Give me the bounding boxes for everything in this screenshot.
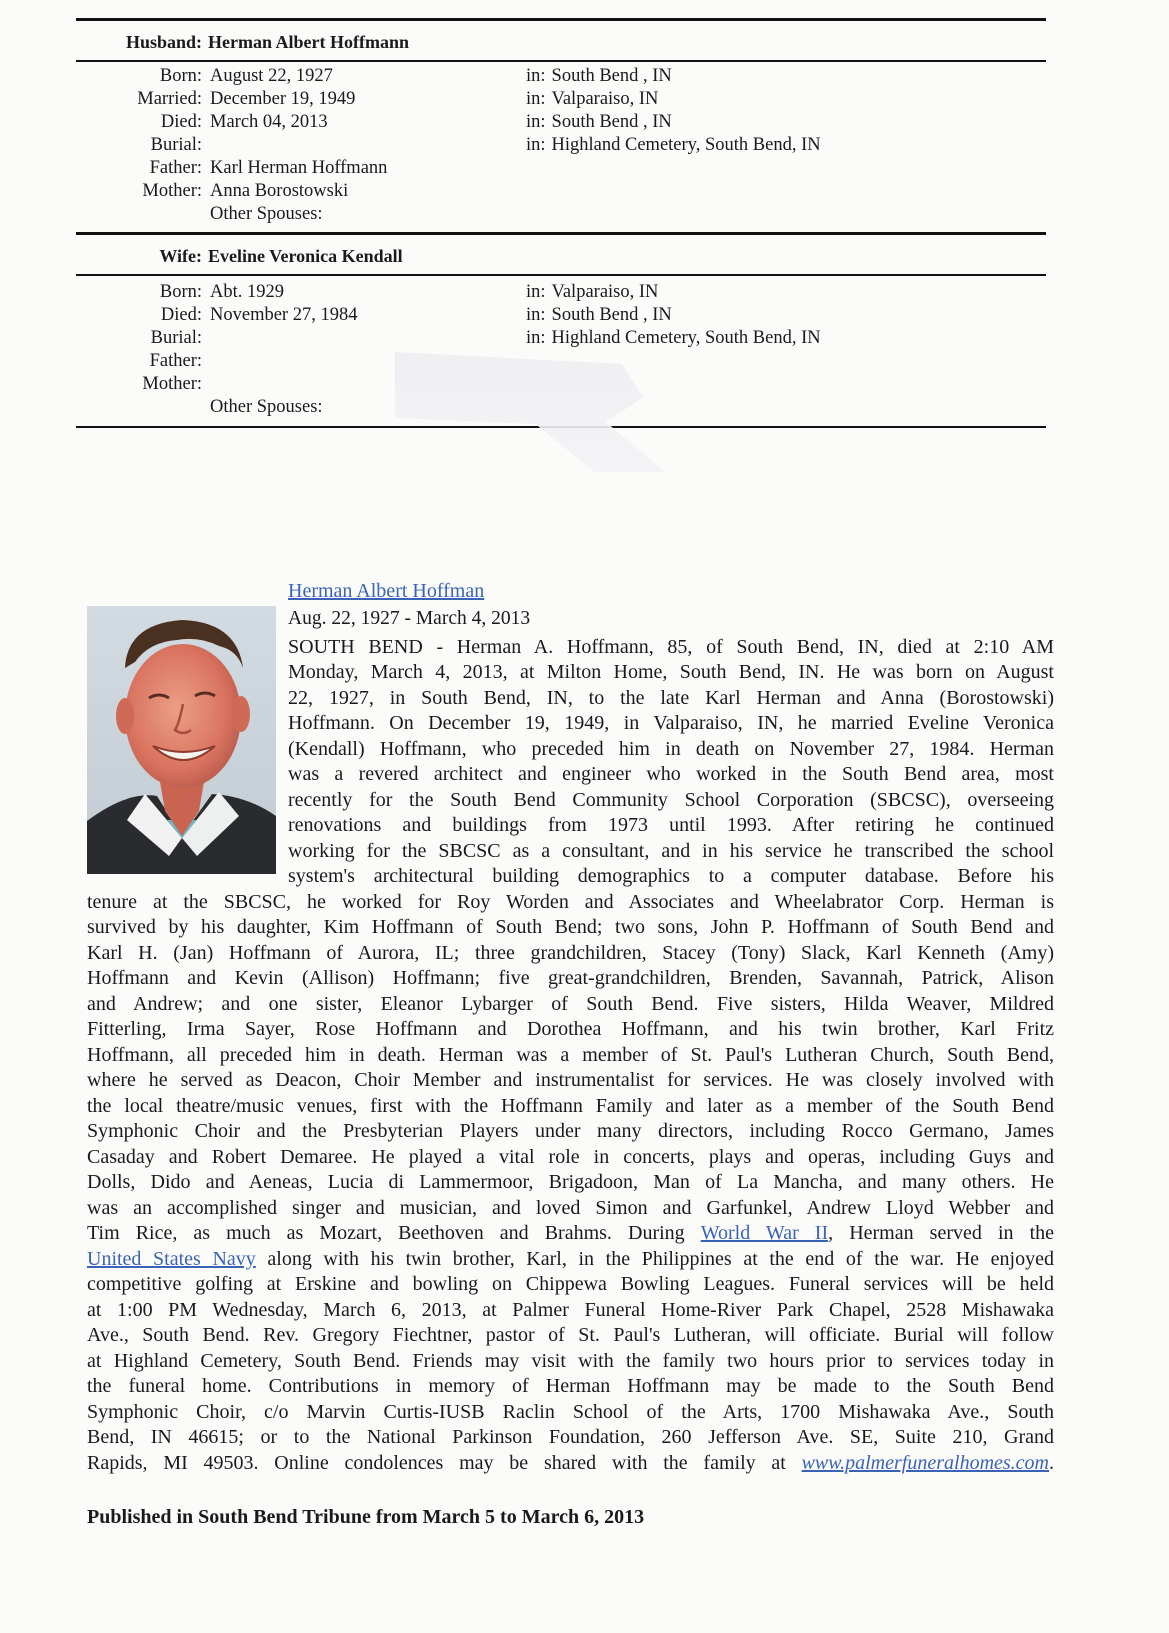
row-place: in: Valparaiso, IN xyxy=(526,89,659,109)
obituary-line: Hoffmann and Kevin (Allison) Hoffmann; five great-grandchildren, Brenden, Savannah, Patrick, Alison xyxy=(87,967,1054,989)
row-value: Other Spouses: xyxy=(210,397,323,417)
row-label: Mother: xyxy=(142,374,202,394)
palmer-funeral-homes-link[interactable]: www.palmerfuneralhomes.com xyxy=(801,1452,1049,1474)
wife-burial-row xyxy=(76,328,1046,351)
row-label: Died: xyxy=(160,305,202,325)
obituary-line: Symphonic Choir, c/o Marvin Curtis-IUSB Raclin School of the Arts, 1700 Mishawaka Ave., South xyxy=(87,1401,1054,1423)
obituary-line: Ave., South Bend. Rev. Gregory Fiechtner, pastor of St. Paul's Lutheran, will officiate. Burial will follow xyxy=(87,1324,1054,1346)
obituary-line-with-link: United States Navy along with his twin brother, Karl, in the Philippines at the end of the war. He enjoyed xyxy=(87,1248,1054,1270)
row-label: Father: xyxy=(149,351,202,371)
row-value: Anna Borostowski xyxy=(210,181,349,201)
husband-header xyxy=(76,32,409,53)
obituary-line: renovations and buildings from 1973 until 1993. After retiring he continued xyxy=(288,814,1054,836)
wife-top-rule xyxy=(76,232,1046,235)
row-place: in: South Bend , IN xyxy=(526,112,672,132)
husband-label: Husband: xyxy=(125,32,202,52)
husband-father-row xyxy=(76,158,1046,181)
wife-label: Wife: xyxy=(159,246,202,266)
obituary-line: system's architectural building demographics to a computer database. Before his xyxy=(288,865,1054,887)
row-value: March 04, 2013 xyxy=(210,112,328,132)
obituary-line: 22, 1927, in South Bend, IN, to the late Karl Herman and Anna (Borostowski) xyxy=(288,687,1054,709)
obituary-line: competitive golfing at Erskine and bowling on Chippewa Bowling Leagues. Funeral services will be held xyxy=(87,1273,1054,1295)
obituary-line: SOUTH BEND - Herman A. Hoffmann, 85, of South Bend, IN, died at 2:10 AM xyxy=(288,636,1054,658)
row-place: in: Valparaiso, IN xyxy=(526,282,659,302)
row-label: Born: xyxy=(159,66,202,86)
wife-header xyxy=(76,246,403,267)
wife-rule xyxy=(76,274,1046,276)
row-value: August 22, 1927 xyxy=(210,66,333,86)
obituary-line: Bend, IN 46615; or to the National Parkinson Foundation, 260 Jefferson Ave. SE, Suite 210, Grand xyxy=(87,1426,1054,1448)
row-place: in: South Bend , IN xyxy=(526,305,672,325)
obituary-line: recently for the South Bend Community School Corporation (SBCSC), overseeing xyxy=(288,789,1054,811)
obituary-line: Hoffmann, all preceded him in death. Herman was a member of St. Paul's Lutheran Church, South Bend, xyxy=(87,1044,1054,1066)
husband-burial-row xyxy=(76,135,1046,158)
row-label: Married: xyxy=(137,89,202,109)
husband-name: Herman Albert Hoffmann xyxy=(208,32,409,52)
obituary-line: was a revered architect and engineer who worked in the South Bend area, most xyxy=(288,763,1054,785)
row-label: Died: xyxy=(160,112,202,132)
husband-mother-row xyxy=(76,181,1046,204)
obituary-line: the funeral home. Contributions in memory of Herman Hoffmann may be made to the South Bend xyxy=(87,1375,1054,1397)
row-label: Burial: xyxy=(150,328,202,348)
row-place: in: Highland Cemetery, South Bend, IN xyxy=(526,135,821,155)
obituary-line: Casaday and Robert Demaree. He played a vital role in concerts, plays and operas, including Guys and xyxy=(87,1146,1054,1168)
row-value: Abt. 1929 xyxy=(210,282,284,302)
husband-other-spouses-row xyxy=(76,204,1046,227)
husband-died-row xyxy=(76,112,1046,135)
obituary-line: tenure at the SBCSC, he worked for Roy Worden and Associates and Wheelabrator Corp. Herman is xyxy=(87,891,1054,913)
portrait-photo-icon xyxy=(87,606,276,874)
husband-married-row xyxy=(76,89,1046,112)
row-value: November 27, 1984 xyxy=(210,305,358,325)
obituary-line: Fitterling, Irma Sayer, Rose Hoffmann and Dorothea Hoffmann, and his twin brother, Karl Fritz xyxy=(87,1018,1054,1040)
top-rule xyxy=(76,18,1046,21)
row-value: Other Spouses: xyxy=(210,204,323,224)
obituary-line: the local theatre/music venues, first with the Hoffmann Family and later as a member of the South Bend xyxy=(87,1095,1054,1117)
row-place: in: South Bend , IN xyxy=(526,66,672,86)
row-label: Father: xyxy=(149,158,202,178)
obituary-line: at Highland Cemetery, South Bend. Friends may visit with the family two hours prior to services today in xyxy=(87,1350,1054,1372)
row-label: Born: xyxy=(159,282,202,302)
wife-born-row xyxy=(76,282,1046,305)
obituary-line: Dolls, Dido and Aeneas, Lucia di Lammermoor, Brigadoon, Man of La Mancha, and many others. He xyxy=(87,1171,1054,1193)
row-value: December 19, 1949 xyxy=(210,89,356,109)
portrait-photo xyxy=(87,606,276,874)
obituary-title-link[interactable]: Herman Albert Hoffman xyxy=(288,580,485,602)
husband-rule xyxy=(76,60,1046,62)
obituary-dates: Aug. 22, 1927 - March 4, 2013 xyxy=(288,608,531,629)
row-value: Karl Herman Hoffmann xyxy=(210,158,388,178)
wife-name: Eveline Veronica Kendall xyxy=(208,246,403,266)
husband-born-row xyxy=(76,66,1046,89)
wife-died-row xyxy=(76,305,1046,328)
world-war-ii-link[interactable]: World War II xyxy=(700,1222,829,1244)
obituary-line: where he served as Deacon, Choir Member and instrumentalist for services. He was closely involved with xyxy=(87,1069,1054,1091)
obituary-line: Monday, March 4, 2013, at Milton Home, South Bend, IN. He was born on August xyxy=(288,661,1054,683)
obituary-line: (Kendall) Hoffmann, who preceded him in death on November 27, 1984. Herman xyxy=(288,738,1054,760)
obituary-line: Symphonic Choir and the Presbyterian Players under many directors, including Rocco Germano, James xyxy=(87,1120,1054,1142)
obituary-line: and Andrew; and one sister, Eleanor Lybarger of South Bend. Five sisters, Hilda Weaver, Mildred xyxy=(87,993,1054,1015)
obituary-line: Karl H. (Jan) Hoffmann of Aurora, IL; three grandchildren, Stacey (Tony) Slack, Karl Kenneth (Amy) xyxy=(87,942,1054,964)
obituary-line: was an accomplished singer and musician, and loved Simon and Garfunkel, Andrew Lloyd Webber and xyxy=(87,1197,1054,1219)
obituary-line: at 1:00 PM Wednesday, March 6, 2013, at Palmer Funeral Home-River Park Chapel, 2528 Mishawaka xyxy=(87,1299,1054,1321)
row-label: Burial: xyxy=(150,135,202,155)
obituary-line: working for the SBCSC as a consultant, and in his service he transcribed the school xyxy=(288,840,1054,862)
united-states-navy-link[interactable]: United States Navy xyxy=(87,1248,256,1270)
obituary-line: Hoffmann. On December 19, 1949, in Valparaiso, IN, he married Eveline Veronica xyxy=(288,712,1054,734)
obituary-line: survived by his daughter, Kim Hoffmann of South Bend; two sons, John P. Hoffmann of South Bend and xyxy=(87,916,1054,938)
row-label: Mother: xyxy=(142,181,202,201)
obituary-line-with-link: Tim Rice, as much as Mozart, Beethoven and Brahms. During World War II, Herman served in the xyxy=(87,1222,1055,1244)
published-note: Published in South Bend Tribune from March 5 to March 6, 2013 xyxy=(87,1506,645,1528)
obituary-line-with-link: Rapids, MI 49503. Online condolences may be shared with the family at www.palmerfuneralhomes.com. xyxy=(87,1452,1054,1474)
row-place: in: Highland Cemetery, South Bend, IN xyxy=(526,328,821,348)
